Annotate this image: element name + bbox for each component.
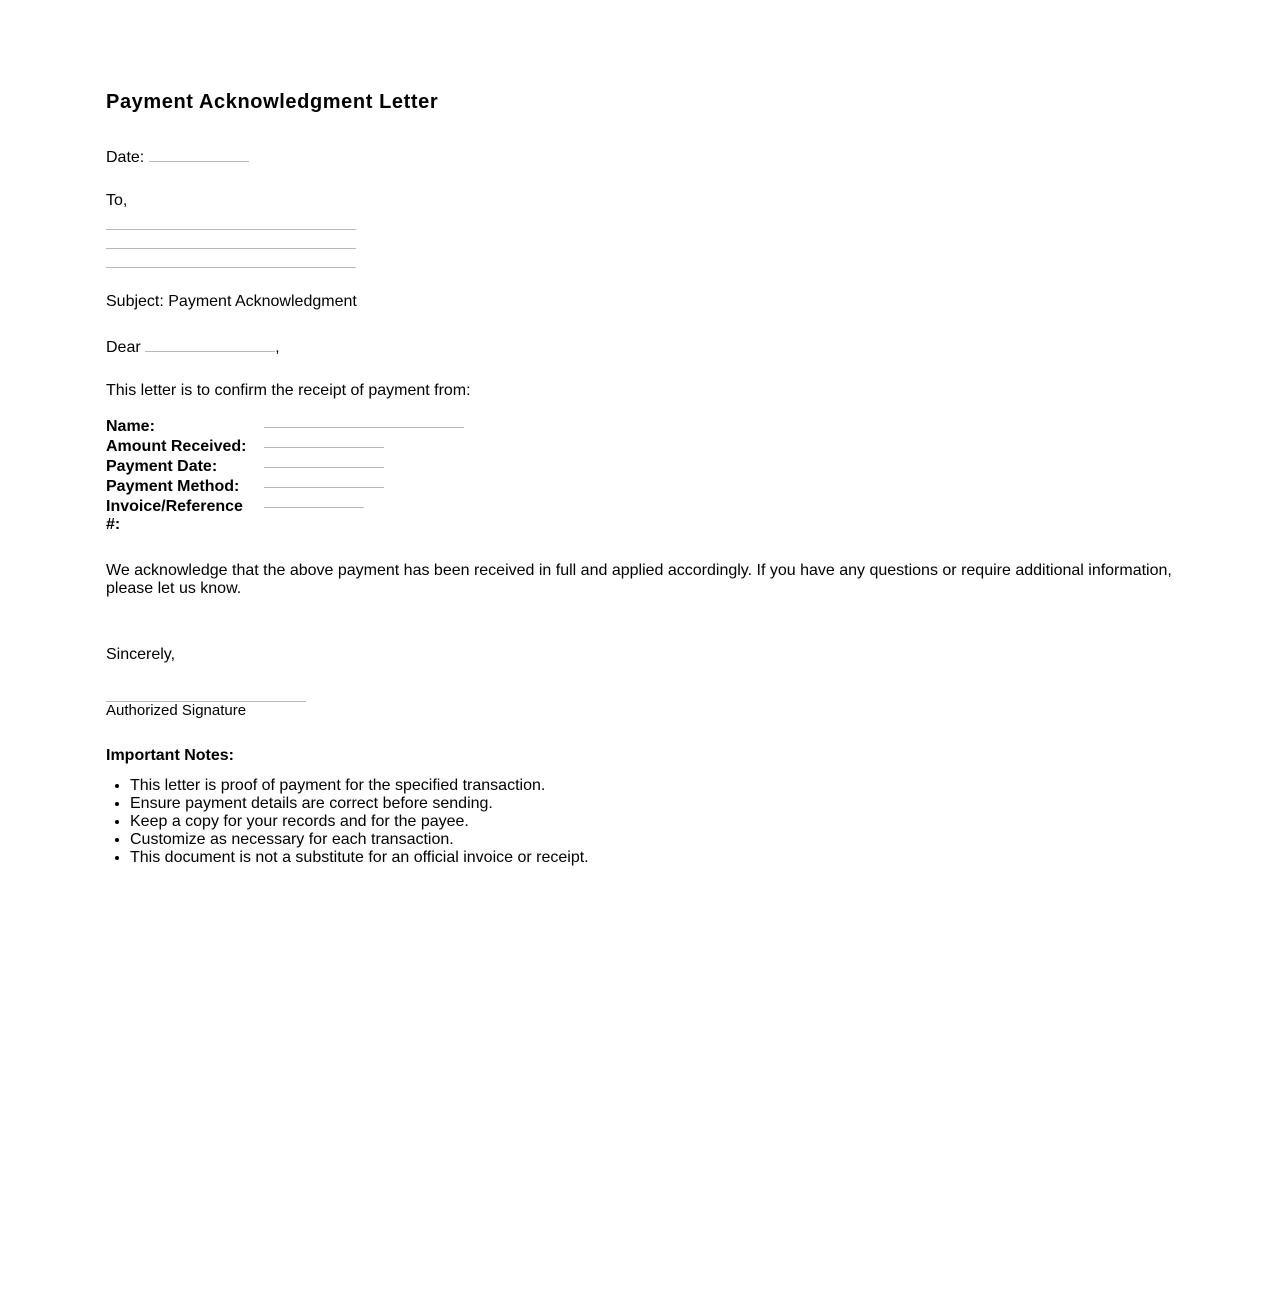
invoice-field-row: [106, 498, 506, 536]
notes-title: Important Notes:: [106, 747, 234, 764]
recipient-name-blank[interactable]: [145, 337, 275, 352]
note-item: • Keep a copy for your records and for the payee.: [130, 813, 589, 831]
greeting-suffix: ,: [275, 339, 280, 356]
payment-method-field-blank[interactable]: [264, 487, 384, 488]
payment-method-field-label: Payment Method:: [106, 478, 240, 495]
greeting-prefix: Dear: [106, 339, 141, 356]
recipient-label: To,: [106, 192, 128, 209]
amount-field-blank[interactable]: [264, 447, 384, 448]
acknowledgment-paragraph: We acknowledge that the above payment has been received in full and applied accordingly. If you have any questions or require additional information, please let us know.: [106, 562, 1172, 597]
page-title: Payment Acknowledgment Letter: [106, 91, 439, 113]
note-item: • Customize as necessary for each transaction.: [130, 831, 589, 849]
amount-field-label: Amount Received:: [106, 438, 247, 455]
signature-label: Authorized Signature: [106, 702, 247, 719]
date-label: Date:: [106, 149, 145, 166]
invoice-field-blank[interactable]: [264, 507, 364, 508]
date-blank[interactable]: [149, 147, 249, 162]
name-field-blank[interactable]: [264, 427, 464, 428]
recipient-address-line-1[interactable]: [106, 229, 356, 230]
greeting-line: [106, 337, 280, 357]
note-item: • This document is not a substitute for an official invoice or receipt.: [130, 849, 589, 867]
note-item: • Ensure payment details are correct before sending.: [130, 795, 589, 813]
payment-method-field-row: [106, 478, 506, 498]
name-field-row: [106, 418, 506, 438]
payment-date-field-blank[interactable]: [264, 467, 384, 468]
invoice-field-label: Invoice/Reference #:: [106, 498, 243, 533]
name-field-label: Name:: [106, 418, 155, 435]
payment-date-field-row: [106, 458, 506, 478]
notes-list: [106, 777, 589, 867]
subject-line: Subject: Payment Acknowledgment: [106, 293, 357, 310]
date-line: [106, 147, 249, 167]
recipient-address-line-2[interactable]: [106, 248, 356, 249]
closing-text: Sincerely,: [106, 646, 176, 663]
amount-field-row: [106, 438, 506, 458]
intro-paragraph: This letter is to confirm the receipt of payment from:: [106, 382, 471, 399]
payment-date-field-label: Payment Date:: [106, 458, 218, 475]
recipient-address-line-3[interactable]: [106, 267, 356, 268]
note-item: • This letter is proof of payment for the specified transaction.: [130, 777, 589, 795]
